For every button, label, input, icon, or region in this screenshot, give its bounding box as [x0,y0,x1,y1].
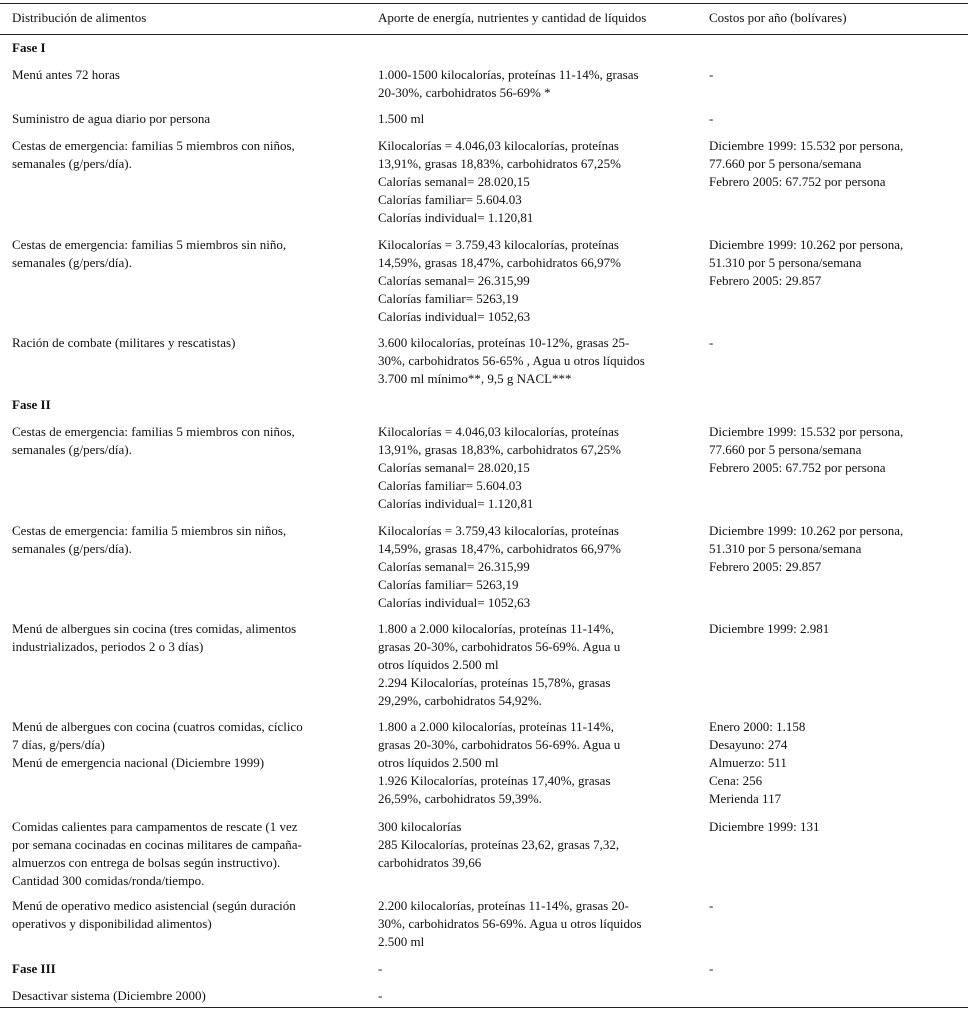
phase-label: Fase II [12,397,51,412]
cell-line: 51.310 por 5 persona/semana [709,255,862,270]
distribution-cell [12,818,302,890]
header-rule [0,34,968,35]
cell-line: Menú de emergencia nacional (Diciembre 1999) [12,755,265,770]
distribution-cell [12,897,296,933]
cell-line: Diciembre 1999: 15.532 por persona, [709,424,904,439]
cell-line: - [709,335,714,350]
cell-line: semanales (g/pers/día). [12,156,132,171]
cost-cell [709,137,903,191]
cell-line: Calorías familiar= 5.604.03 [378,192,522,207]
cell-line: carbohidratos 39,66 [378,855,482,870]
distribution-cell [12,522,286,558]
distribution-cell [12,110,210,128]
cell-line: Calorías familiar= 5263,19 [378,291,519,306]
cell-line: 285 Kilocalorías, proteínas 23,62, grasas 7,32, [378,837,620,852]
cell-line: Kilocalorías = 4.046,03 kilocalorías, proteínas [378,138,619,153]
cell-line: semanales (g/pers/día). [12,255,132,270]
cell-line: Diciembre 1999: 10.262 por persona, [709,237,904,252]
energy-cell [378,987,382,1005]
cell-line: Febrero 2005: 29.857 [709,559,822,574]
phase-label: Fase III [12,961,56,976]
cost-cell [709,960,713,978]
energy-cell [378,818,619,872]
cell-line: Enero 2000: 1.158 [709,719,806,734]
distribution-cell [12,718,303,772]
cell-line: otros líquidos 2.500 ml [378,755,499,770]
cell-line: Calorías semanal= 26.315,99 [378,273,530,288]
cell-line: grasas 20-30%, carbohidratos 56-69%. Agua u [378,639,621,654]
cell-line: Calorías individual= 1052,63 [378,309,531,324]
cell-line: Comidas calientes para campamentos de rescate (1 vez [12,819,298,834]
cell-line: - [378,988,383,1003]
cell-line: por semana cocinadas en cocinas militares de campaña- [12,837,302,852]
cell-line: Diciembre 1999: 10.262 por persona, [709,523,904,538]
cost-cell [709,818,819,836]
cell-line: - [378,961,383,976]
energy-cell [378,522,621,612]
cell-line: Menú de albergues con cocina (cuatros comidas, cíclico [12,719,303,734]
cost-cell [709,236,903,290]
cell-line: Diciembre 1999: 131 [709,819,820,834]
cell-line: Suministro de agua diario por persona [12,111,211,126]
cell-line: Desactivar sistema (Diciembre 2000) [12,988,206,1003]
cell-line: Febrero 2005: 29.857 [709,273,822,288]
cell-line: Menú antes 72 horas [12,67,120,82]
cell-line: 1.500 ml [378,111,425,126]
cell-line: 13,91%, grasas 18,83%, carbohidratos 67,25% [378,156,621,171]
cell-line: Almuerzo: 511 [709,755,787,770]
cell-line: Cantidad 300 comidas/ronda/tiempo. [12,873,205,888]
cell-line: - [709,67,714,82]
cell-line: 30%, carbohidratos 56-69%. Agua u otros líquidos [378,916,642,931]
cell-line: 14,59%, grasas 18,47%, carbohidratos 66,97% [378,255,621,270]
cost-cell [709,620,829,638]
energy-cell [378,423,621,513]
cell-line: grasas 20-30%, carbohidratos 56-69%. Agua u [378,737,621,752]
cell-line: 13,91%, grasas 18,83%, carbohidratos 67,25% [378,442,621,457]
cost-cell [709,66,713,84]
cell-line: Kilocalorías = 4.046,03 kilocalorías, proteínas [378,424,619,439]
cost-cell [709,334,713,352]
cell-line: Menú de albergues sin cocina (tres comidas, alimentos [12,621,297,636]
cell-line: 77.660 por 5 persona/semana [709,156,862,171]
cell-line: Calorías semanal= 28.020,15 [378,174,530,189]
cell-line: otros líquidos 2.500 ml [378,657,499,672]
cell-line: Menú de operativo medico asistencial (según duración [12,898,296,913]
cost-cell [709,522,903,576]
cell-line: semanales (g/pers/día). [12,541,132,556]
cell-line: 30%, carbohidratos 56-65% , Agua u otros líquidos [378,353,645,368]
cell-line: Kilocalorías = 3.759,43 kilocalorías, proteínas [378,237,619,252]
cell-line: Calorías individual= 1052,63 [378,595,531,610]
cost-cell [709,423,903,477]
table-top-rule [0,3,968,4]
cell-line: Merienda 117 [709,791,782,806]
cell-line: 1.926 Kilocalorías, proteínas 17,40%, grasas [378,773,611,788]
cell-line: Cestas de emergencia: familias 5 miembros con niños, [12,424,295,439]
cell-line: 26,59%, carbohidratos 59,39%. [378,791,542,806]
cell-line: Calorías semanal= 26.315,99 [378,559,530,574]
cell-line: 300 kilocalorías [378,819,462,834]
cell-line: 3.600 kilocalorías, proteínas 10-12%, grasas 25- [378,335,630,350]
distribution-cell [12,66,120,84]
cell-line: Febrero 2005: 67.752 por persona [709,460,886,475]
cell-line: Cestas de emergencia: familias 5 miembros sin niño, [12,237,287,252]
cell-line: - [709,898,714,913]
distribution-cell [12,987,206,1005]
cell-line: Febrero 2005: 67.752 por persona [709,174,886,189]
energy-cell [378,620,620,710]
cell-line: Cestas de emergencia: familias 5 miembros con niños, [12,138,295,153]
cost-cell [709,110,713,128]
cell-line: 2.200 kilocalorías, proteínas 11-14%, grasas 20- [378,898,629,913]
cell-line: 1.800 a 2.000 kilocalorías, proteínas 11-14%, [378,719,614,734]
cell-line: Diciembre 1999: 2.981 [709,621,830,636]
distribution-cell [12,334,235,352]
table-bottom-rule [0,1007,968,1008]
cell-line: 7 días, g/pers/día) [12,737,105,752]
cell-line: 3.700 ml mínimo**, 9,5 g NACL*** [378,371,572,386]
energy-cell [378,960,382,978]
distribution-cell [12,236,286,272]
cell-line: Ración de combate (militares y rescatistas) [12,335,236,350]
cell-line: Diciembre 1999: 15.532 por persona, [709,138,904,153]
cell-line: 1.000-1500 kilocalorías, proteínas 11-14%, grasas [378,67,639,82]
cell-line: 20-30%, carbohidratos 56-69% * [378,85,551,100]
cell-line: 2.294 Kilocalorías, proteínas 15,78%, grasas [378,675,611,690]
cost-cell [709,897,713,915]
phase-label: Fase I [12,40,46,55]
cell-line: Kilocalorías = 3.759,43 kilocalorías, proteínas [378,523,619,538]
cell-line: Calorías individual= 1.120,81 [378,496,534,511]
cell-line: almuerzos con entrega de bolsas según instructivo). [12,855,281,870]
energy-cell [378,718,620,808]
cell-line: Calorías familiar= 5263,19 [378,577,519,592]
cell-line: Calorías semanal= 28.020,15 [378,460,530,475]
cell-line: 14,59%, grasas 18,47%, carbohidratos 66,97% [378,541,621,556]
header-energy: Aporte de energía, nutrientes y cantidad de líquidos [378,10,647,25]
cell-line: Calorías familiar= 5.604.03 [378,478,522,493]
distribution-cell [12,137,295,173]
energy-cell [378,897,642,951]
energy-cell [378,110,424,128]
cell-line: Calorías individual= 1.120,81 [378,210,534,225]
cell-line: Desayuno: 274 [709,737,788,752]
cost-cell [709,718,805,808]
header-distribution: Distribución de alimentos [12,10,147,25]
cell-line: Cena: 256 [709,773,763,788]
energy-cell [378,236,621,326]
cell-line: 2.500 ml [378,934,425,949]
cell-line: operativos y disponibilidad alimentos) [12,916,212,931]
cell-line: 77.660 por 5 persona/semana [709,442,862,457]
cell-line: - [709,961,714,976]
distribution-cell [12,423,295,459]
cell-line: semanales (g/pers/día). [12,442,132,457]
distribution-cell [12,620,296,656]
cell-line: 51.310 por 5 persona/semana [709,541,862,556]
cell-line: industrializados, periodos 2 o 3 días) [12,639,204,654]
energy-cell [378,334,645,388]
energy-cell [378,137,621,227]
cell-line: - [709,111,714,126]
cell-line: 1.800 a 2.000 kilocalorías, proteínas 11-14%, [378,621,614,636]
header-costs: Costos por año (bolívares) [709,10,847,25]
cell-line: 29,29%, carbohidratos 54,92%. [378,693,542,708]
energy-cell [378,66,639,102]
cell-line: Cestas de emergencia: familia 5 miembros sin niños, [12,523,287,538]
